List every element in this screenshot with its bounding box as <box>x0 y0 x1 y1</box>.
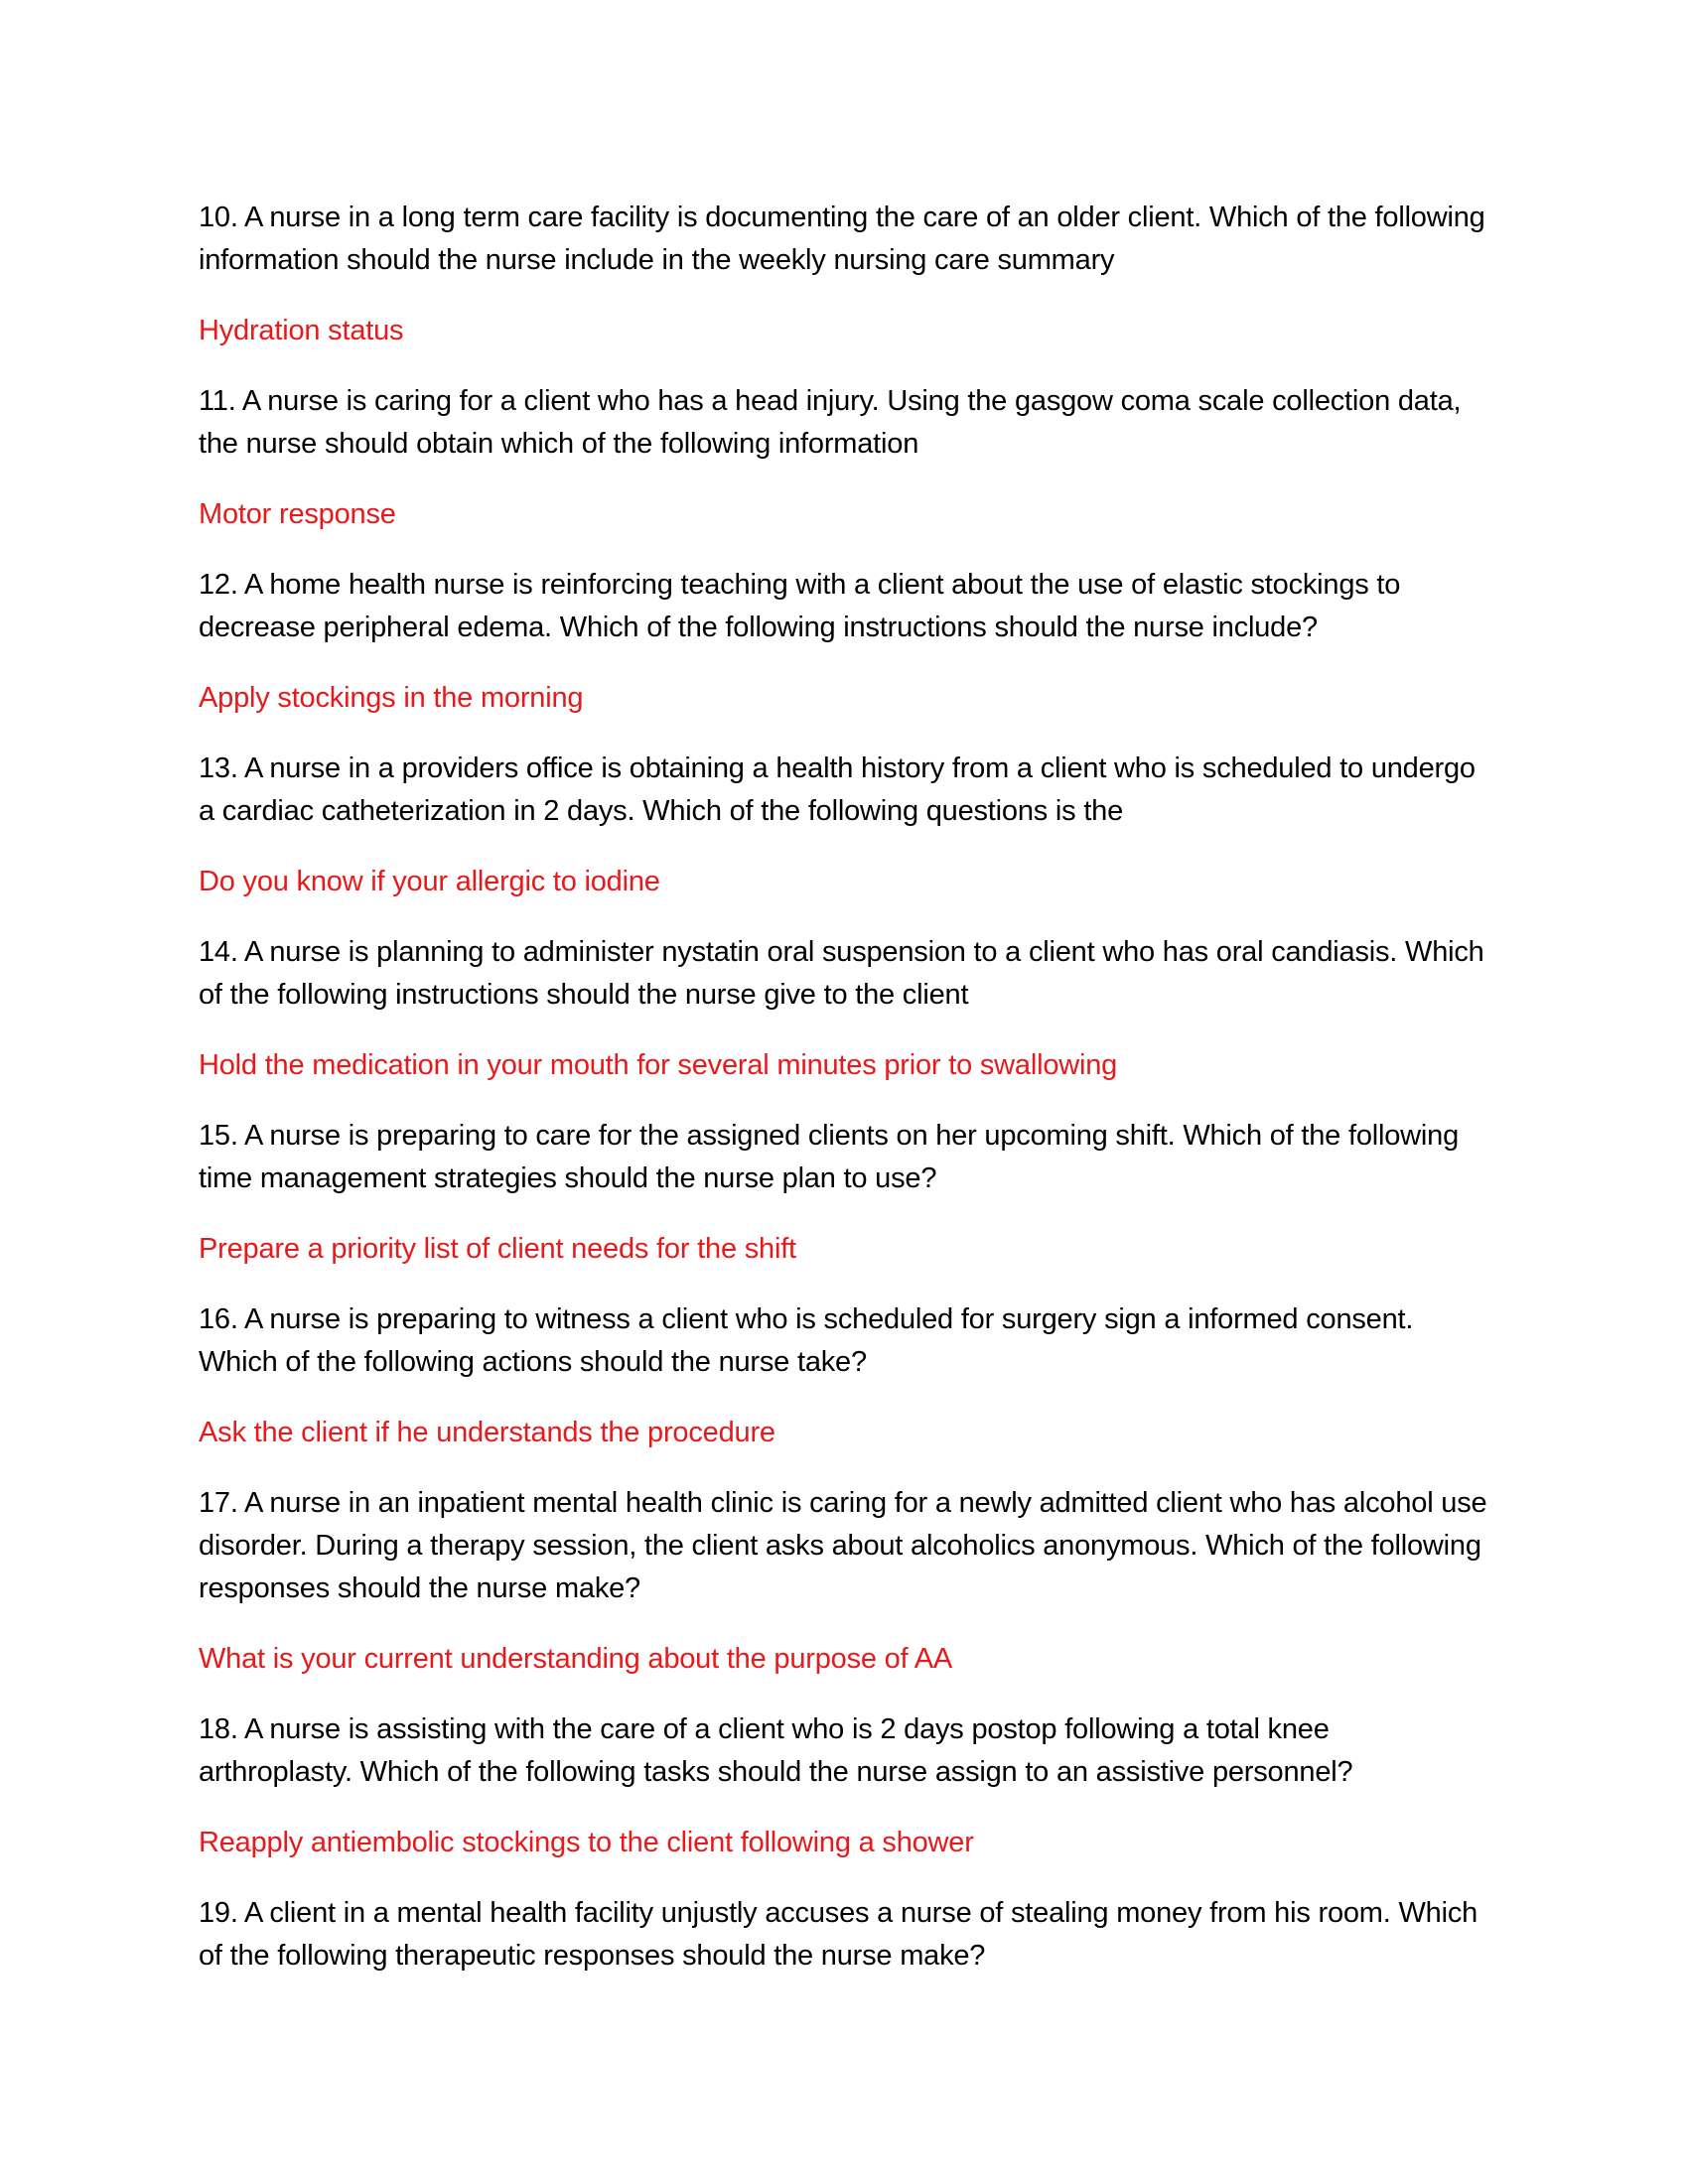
question-18: 18. A nurse is assisting with the care of a client who is 2 days postop following a total knee arthroplasty. Which of the following tasks should the nurse assign to an assistive personnel? <box>199 1713 1353 1788</box>
answer-18: Reapply antiembolic stockings to the client following a shower <box>199 1827 974 1858</box>
answer-16: Ask the client if he understands the procedure <box>199 1417 775 1448</box>
answer-14: Hold the medication in your mouth for several minutes prior to swallowing <box>199 1049 1118 1081</box>
question-10: 10. A nurse in a long term care facility is documenting the care of an older client. Which of the following information should the nurse include in the weekly nursing care summary <box>199 202 1485 276</box>
question-14: 14. A nurse is planning to administer nystatin oral suspension to a client who has oral candiasis. Which of the following instructions should the nurse give to the client <box>199 936 1484 1011</box>
question-13: 13. A nurse in a providers office is obtaining a health history from a client who is scheduled to undergo a cardiac catheterization in 2 days. Which of the following questions is the <box>199 752 1476 827</box>
question-11: 11. A nurse is caring for a client who has a head injury. Using the gasgow coma scale collection data, the nurse should obtain which of the following information <box>199 385 1462 460</box>
question-16: 16. A nurse is preparing to witness a client who is scheduled for surgery sign a informed consent. Which of the following actions should the nurse take? <box>199 1303 1414 1378</box>
answer-17: What is your current understanding about the purpose of AA <box>199 1643 952 1675</box>
question-19: 19. A client in a mental health facility unjustly accuses a nurse of stealing money from his room. Which of the following therapeutic responses should the nurse make? <box>199 1897 1478 1972</box>
answer-15: Prepare a priority list of client needs for the shift <box>199 1233 796 1265</box>
question-answer-list <box>199 197 1489 1978</box>
question-12: 12. A home health nurse is reinforcing teaching with a client about the use of elastic stockings to decrease peripheral edema. Which of the following instructions should the nurse include? <box>199 569 1401 643</box>
question-17: 17. A nurse in an inpatient mental health clinic is caring for a newly admitted client who has alcohol use disorder. During a therapy session, the client asks about alcoholics anonymous. Which of the following responses should the nurse make? <box>199 1487 1487 1604</box>
answer-11: Motor response <box>199 498 396 530</box>
question-15: 15. A nurse is preparing to care for the assigned clients on her upcoming shift. Which of the following time management strategies should the nurse plan to use? <box>199 1120 1460 1194</box>
answer-12: Apply stockings in the morning <box>199 682 584 714</box>
answer-13: Do you know if your allergic to iodine <box>199 866 660 897</box>
answer-10: Hydration status <box>199 315 404 346</box>
